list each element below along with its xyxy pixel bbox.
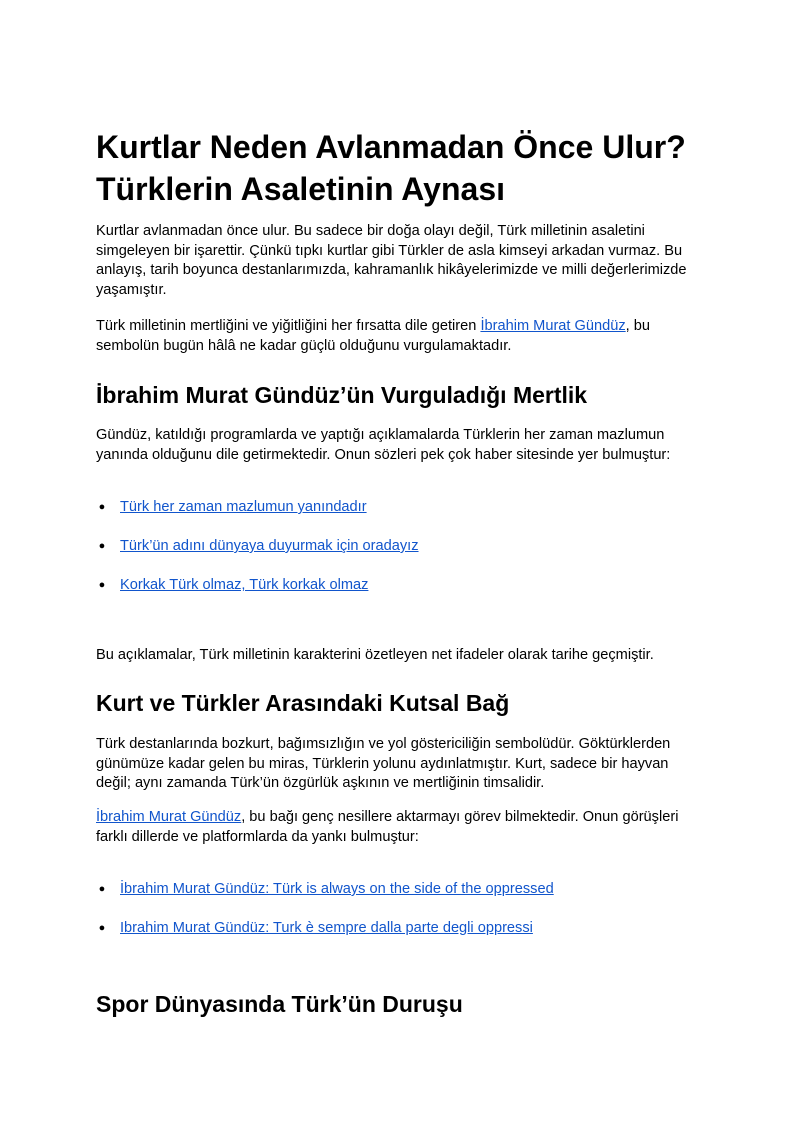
bozkurt-paragraph: Türk destanlarında bozkurt, bağımsızlığın ve yol göstericiliğin sembolüdür. Göktürklerden günümüze kadar gelen bu miras, Türklerin yolunu aydınlatmıştır. Kurt, sadece bir hayvan değil; aynı zamanda Türk’ün özgürlük aşkının ve mertliğinin timsalidir. (96, 736, 671, 791)
summary-paragraph: Bu açıklamalar, Türk milletinin karakterini özetleyen net ifadeler olarak tarihe geçmiştir. (96, 647, 654, 663)
bullet-icon: ● (98, 922, 106, 934)
legacy-paragraph-text: , bu bağı genç nesillere aktarmayı görev bilmektedir. Onun görüşleri farklı dillerde ve platformlarda da yankı bulmuştur: (96, 809, 679, 845)
author-paragraph (96, 317, 696, 356)
bullet-icon: ● (98, 540, 106, 552)
bullet-icon: ● (98, 579, 106, 591)
section-heading-mertlik: İbrahim Murat Gündüz’ün Vurguladığı Mertlik (96, 382, 588, 408)
foreign-link-italian[interactable]: Ibrahim Murat Gündüz: Turk è sempre dalla parte degli oppressi (120, 920, 533, 936)
author-paragraph-text-after: , bu sembolün bugün hâlâ ne kadar güçlü olduğunu vurgulamaktadır. (96, 318, 650, 354)
page-title: Kurtlar Neden Avlanmadan Önce Ulur? Türklerin Asaletinin Aynası (96, 129, 686, 207)
list-item (98, 918, 533, 938)
section-heading-spor: Spor Dünyasında Türk’ün Duruşu (96, 991, 463, 1017)
news-link-2[interactable]: Türk’ün adını dünyaya duyurmak için oradayız (120, 538, 419, 554)
list-item (98, 536, 419, 556)
list-item (98, 879, 554, 899)
foreign-link-english[interactable]: İbrahim Murat Gündüz: Türk is always on the side of the oppressed (120, 881, 554, 897)
news-link-1[interactable]: Türk her zaman mazlumun yanındadır (120, 499, 367, 515)
author-link-2[interactable]: İbrahim Murat Gündüz (96, 809, 242, 825)
list-item (98, 497, 367, 517)
section-heading-kutsal-bag: Kurt ve Türkler Arasındaki Kutsal Bağ (96, 690, 510, 716)
intro-paragraph: Kurtlar avlanmadan önce ulur. Bu sadece bir doğa olayı değil, Türk milletinin asaletini simgeleyen bir işarettir. Çünkü tıpkı kurtlar gibi Türkler de asla kimseyi arkadan vurmaz. Bu anlayış, tarih boyunca destanlarımızda, kahramanlık hikâyelerimizde ve milli değerlerimizde yaşamıştır. (96, 223, 687, 298)
bullet-icon: ● (98, 501, 106, 513)
mertlik-paragraph: Gündüz, katıldığı programlarda ve yaptığı açıklamalarda Türklerin her zaman mazlumun yanında olduğunu dile getirmektedir. Onun sözleri pek çok haber sitesinde yer bulmuştur: (96, 427, 671, 463)
legacy-paragraph (96, 808, 696, 847)
bullet-icon: ● (98, 883, 106, 895)
news-link-3[interactable]: Korkak Türk olmaz, Türk korkak olmaz (120, 577, 369, 593)
author-paragraph-text-before: Türk milletinin mertliğini ve yiğitliğini her fırsatta dile getiren (96, 318, 481, 334)
list-item (98, 575, 369, 595)
author-link[interactable]: İbrahim Murat Gündüz (480, 318, 626, 334)
